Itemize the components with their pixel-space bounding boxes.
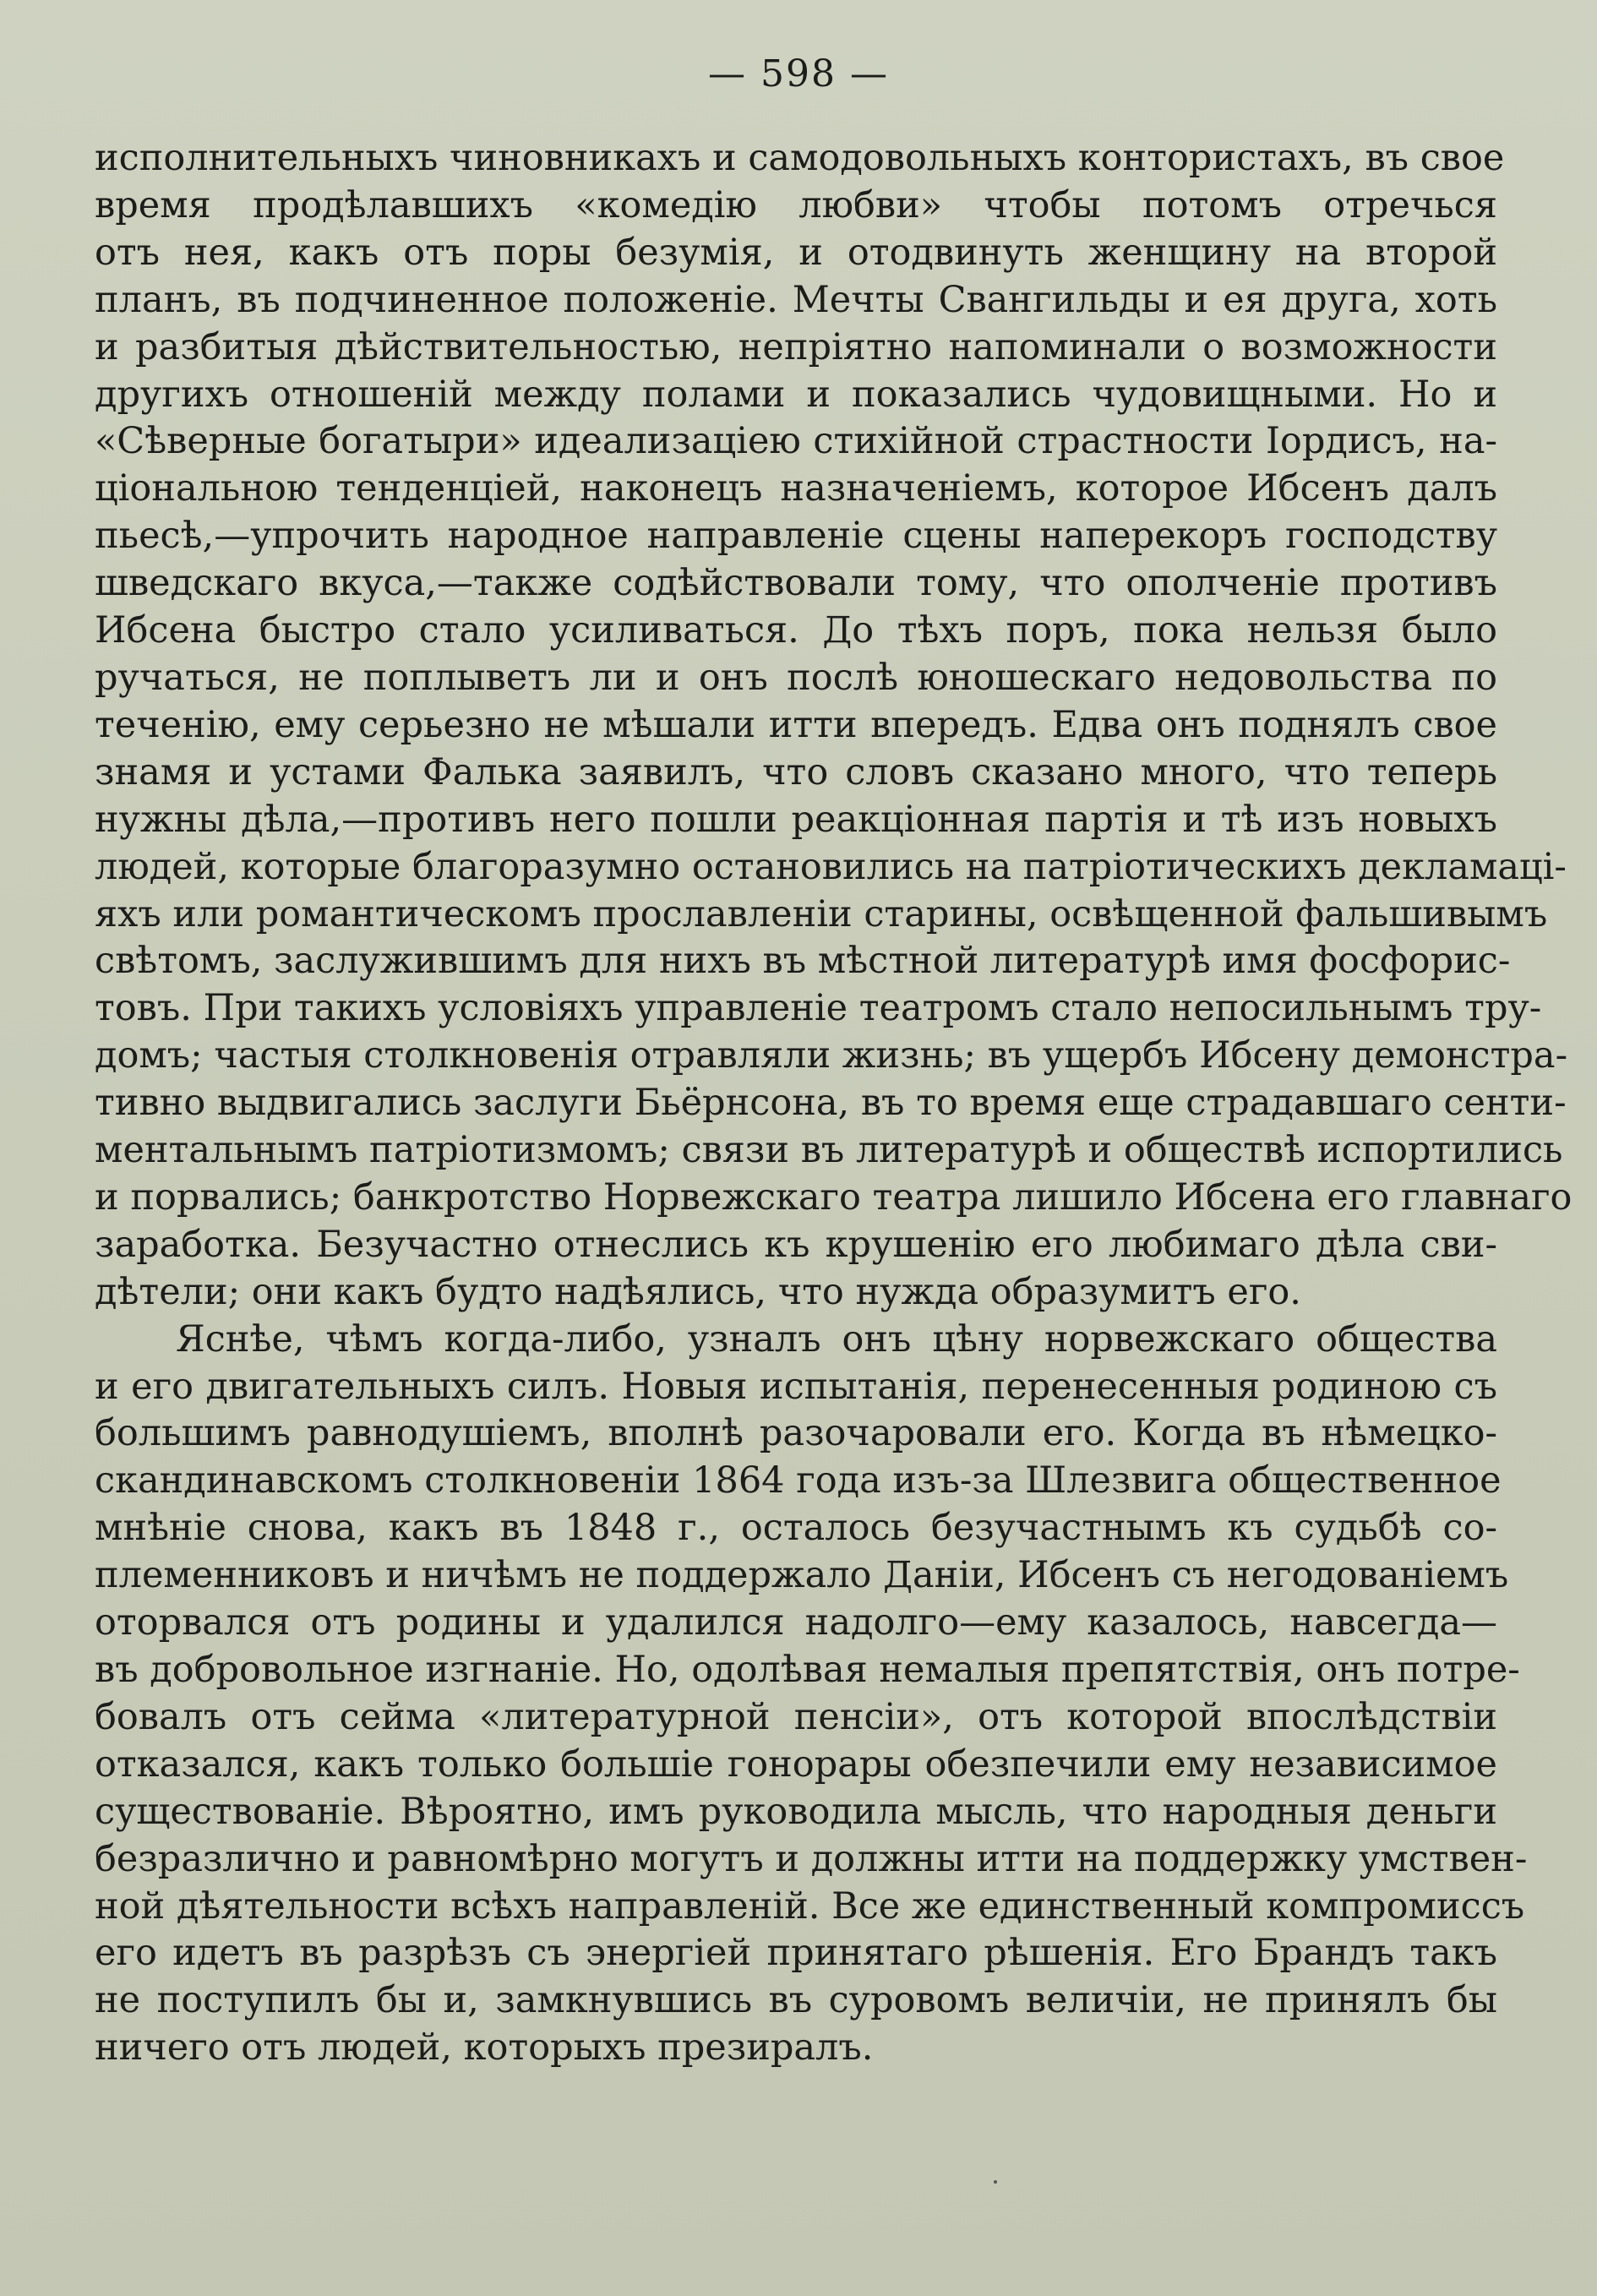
text-line: и порвались; банкротство Норвежскаго театра лишило Ибсена его главнаго [95, 1175, 1572, 1219]
text-line: людей, которые благоразумно остановились на патріотическихъ декламаці- [95, 845, 1567, 888]
text-line: ной дѣятельности всѣхъ направленій. Все же единственный компромиссъ [95, 1884, 1525, 1928]
text-line: товъ. При такихъ условіяхъ управленіе театромъ стало непосильнымъ тру- [95, 987, 1542, 1030]
text-line: отказался, какъ только большіе гонорары обезпечили ему независимое [95, 1742, 1497, 1786]
text-line: ціональною тенденціей, наконецъ назначеніемъ, которое Ибсенъ далъ [95, 467, 1497, 510]
paragraph-2 [95, 1317, 1528, 2073]
text-line: планъ, въ подчиненное положеніе. Мечты Свангильды и ея друга, хоть [95, 278, 1497, 321]
text-line: другихъ отношеній между полами и показались чудовищными. Но и [95, 373, 1497, 416]
text-line: Яснѣе, чѣмъ когда-либо, узналъ онъ цѣну норвежскаго общества [176, 1317, 1497, 1361]
text-line: мнѣніе снова, какъ въ 1848 г., осталось безучастнымъ къ судьбѣ со- [95, 1507, 1497, 1550]
text-line: и разбитыя дѣйствительностью, непріятно напоминали о возможности [95, 325, 1497, 368]
text-line: безразлично и равномѣрно могутъ и должны итти на поддержку умствен- [95, 1837, 1528, 1880]
text-line: ручаться, не поплыветъ ли и онъ послѣ юношескаго недовольства по [95, 656, 1497, 699]
text-line: пьесѣ,—упрочить народное направленіе сцены наперекоръ господству [95, 515, 1497, 558]
text-line: заработка. Безучастно отнеслись къ крушенію его любимаго дѣла сви- [95, 1223, 1497, 1266]
text-line: въ добровольное изгнаніе. Но, одолѣвая немалыя препятствія, онъ потре- [95, 1649, 1520, 1691]
text-line: нужны дѣла,—противъ него пошли реакціонная партія и тѣ изъ новыхъ [95, 798, 1497, 841]
text-line: Ибсена быстро стало усиливаться. До тѣхъ поръ, пока нельзя было [95, 609, 1497, 652]
text-line: оторвался отъ родины и удалился надолго—ему казалось, навсегда— [95, 1601, 1497, 1644]
text-line: племенниковъ и ничѣмъ не поддержало Даніи, Ибсенъ съ негодованіемъ [95, 1554, 1509, 1597]
text-line: домъ; частыя столкновенія отравляли жизнь; въ ущербъ Ибсену демонстра- [95, 1034, 1568, 1077]
text-line: знамя и устами Фалька заявилъ, что словъ сказано много, что теперь [95, 750, 1497, 794]
text-line: тивно выдвигались заслуги Бьёрнсона, въ то время еще страдавшаго сенти- [95, 1082, 1567, 1125]
text-line: свѣтомъ, заслужившимъ для нихъ въ мѣстной литературѣ имя фосфорис- [95, 940, 1511, 983]
text-line: существованіе. Вѣроятно, имъ руководила мысль, что народныя деньги [95, 1790, 1497, 1833]
text-line: исполнительныхъ чиновникахъ и самодовольныхъ контористахъ, въ свое [95, 137, 1505, 179]
text-line: отъ нея, какъ отъ поры безумія, и отодвинуть женщину на второй [95, 231, 1497, 274]
text-line: шведскаго вкуса,—также содѣйствовали тому, что ополченіе противъ [95, 562, 1497, 605]
text-line: «Сѣверные богатыри» идеализаціею стихійной страстности Іордисъ, на- [95, 420, 1497, 463]
page-number: — 598 — [708, 52, 889, 95]
text-line: его идетъ въ разрѣзъ съ энергіей принятаго рѣшенія. Его Брандъ такъ [95, 1932, 1497, 1975]
text-line: яхъ или романтическомъ прославленіи старины, освѣщенной фальшивымъ [95, 892, 1548, 935]
body-text [95, 135, 1572, 2072]
text-line: время продѣлавшихъ «комедію любви» чтобы потомъ отречься [95, 183, 1497, 226]
text-line: ничего отъ людей, которыхъ презиралъ. [95, 2026, 874, 2070]
text-line: ментальнымъ патріотизмомъ; связи въ литературѣ и обществѣ испортились [95, 1129, 1563, 1172]
text-line: дѣтели; они какъ будто надѣялись, что нужда образумитъ его. [95, 1270, 1301, 1313]
text-line: большимъ равнодушіемъ, вполнѣ разочаровали его. Когда въ нѣмецко- [95, 1412, 1497, 1455]
print-speck [994, 2180, 997, 2184]
text-line: не поступилъ бы и, замкнувшись въ суровомъ величіи, не принялъ бы [95, 1979, 1497, 2022]
text-line: скандинавскомъ столкновеніи 1864 года изъ-за Шлезвига общественное [95, 1459, 1502, 1502]
paragraph-1 [95, 135, 1572, 1317]
text-line: и его двигательныхъ силъ. Новыя испытанія, перенесенныя родиною съ [95, 1365, 1497, 1408]
text-line: бовалъ отъ сейма «литературной пенсіи», отъ которой впослѣдствіи [95, 1695, 1497, 1738]
text-line: теченію, ему серьезно не мѣшали итти впередъ. Едва онъ поднялъ свое [95, 703, 1497, 746]
